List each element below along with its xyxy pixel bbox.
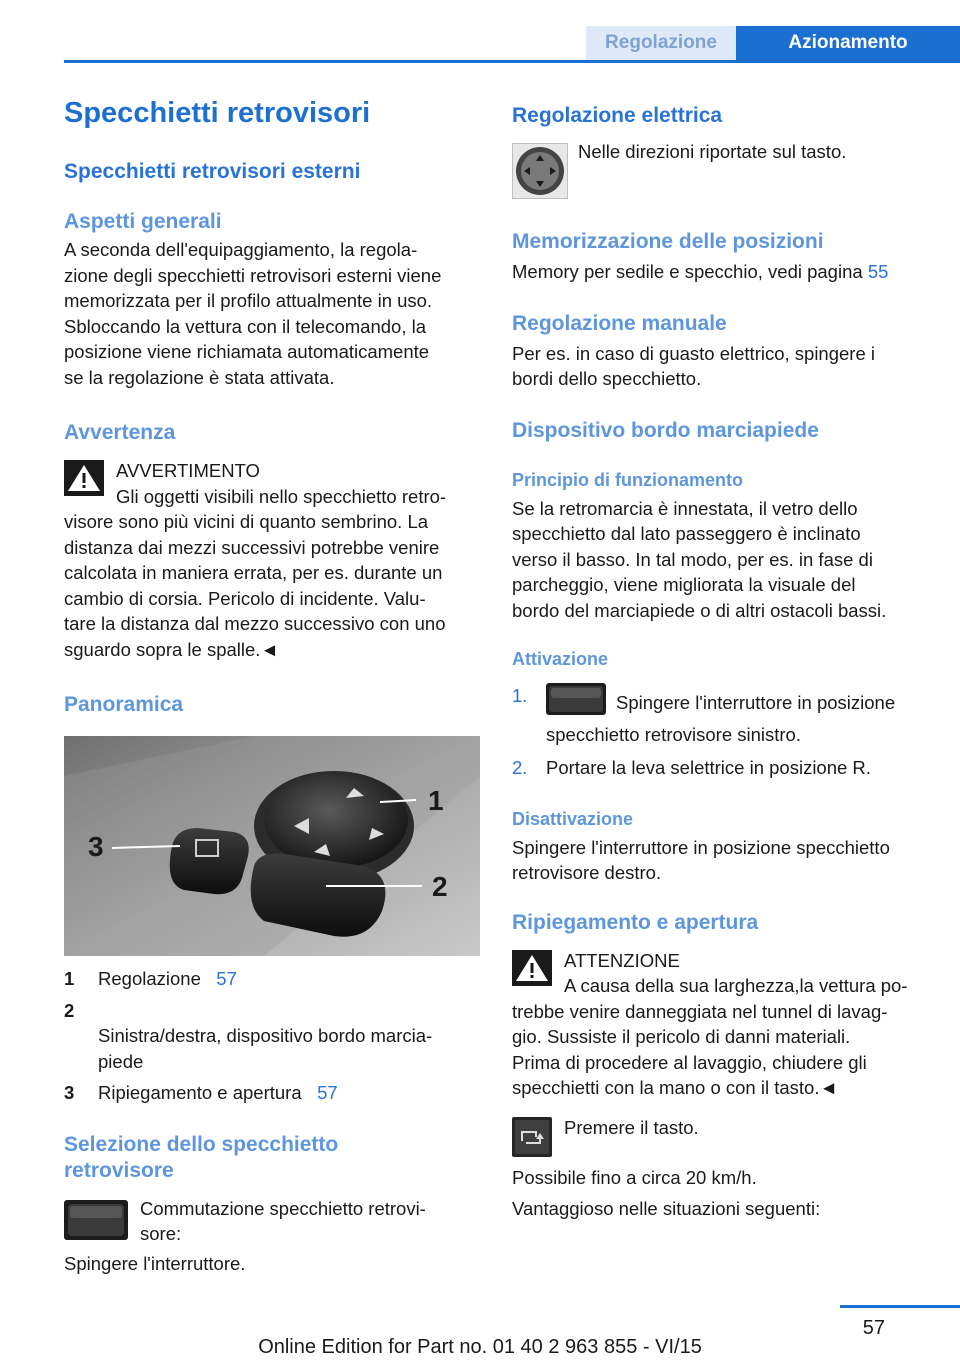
legend-label: Ripiegamento e apertura xyxy=(98,1082,302,1103)
principle-heading: Principio di funzionamento xyxy=(512,469,743,490)
activation-step xyxy=(512,755,932,781)
overview-legend xyxy=(64,966,480,1106)
fold-mirror-icon xyxy=(512,1117,552,1157)
footer-rule xyxy=(840,1305,960,1308)
section-heading: Specchietti retrovisori esterni xyxy=(64,160,361,183)
legend-item xyxy=(64,998,480,1075)
curb-heading: Dispositivo bordo marciapiede xyxy=(512,418,819,442)
right-column xyxy=(512,95,932,1222)
legend-num: 2 xyxy=(64,999,75,1021)
step-num: 2. xyxy=(512,757,528,778)
warning-triangle-icon xyxy=(512,950,552,986)
electric-text: Nelle direzioni riportate sul tasto. xyxy=(578,141,847,162)
deactivation-text: Spingere l'interruttore in posizione specchietto retrovisore destro. xyxy=(512,836,890,883)
memory-text xyxy=(512,259,932,285)
selection-text: Spingere l'interruttore. xyxy=(64,1252,246,1274)
fold-button-text: Premere il tasto. xyxy=(564,1116,699,1138)
fold-speed-text: Possibile fino a circa 20 km/h. xyxy=(512,1166,757,1188)
activation-step xyxy=(512,683,932,747)
activation-steps xyxy=(512,683,932,781)
deactivation-heading: Disattivazione xyxy=(512,808,634,829)
general-text: A seconda dell'equipaggiamento, la regola- zione degli specchietti retrovisori esterni viene memorizzata per il profilo attualmente in uso. Sbloccando la vettura con il telecomando, la posizione viene richiamata automaticamente se la regolazione è stata attivata. xyxy=(64,239,442,388)
caution-first-line: A causa della sua larghezza,la vettura po- xyxy=(564,975,908,996)
step-num: 1. xyxy=(512,685,528,706)
overview-heading: Panoramica xyxy=(64,693,184,716)
page-ref-link[interactable]: 57 xyxy=(216,968,237,989)
legend-label: Sinistra/destra, dispositivo bordo marcia- piede xyxy=(98,1025,433,1072)
step-text: Portare la leva selettrice in posizione R. xyxy=(546,757,871,778)
left-column xyxy=(64,95,480,1276)
principle-text: Se la retromarcia è innestata, il vetro dello specchietto dal lato passeggero è inclinato verso il basso. In tal modo, per es. in fase di parcheggio, viene migliorata la visuale del bordo del marciapiede o di altri ostacoli bassi. xyxy=(512,497,887,621)
warning-label: AVVERTIMENTO xyxy=(116,460,260,481)
activation-heading: Attivazione xyxy=(512,649,609,669)
page-title: Specchietti retrovisori xyxy=(64,97,371,129)
mirror-control-photo xyxy=(64,736,480,956)
caution-text: trebbe venire danneggiata nel tunnel di lavag- gio. Sussiste il pericolo di danni materiali. Prima di procedere al lavaggio, chiudere gli specchietti con la mano o con il tasto.◄ xyxy=(512,1000,888,1098)
page-ref-link[interactable]: 57 xyxy=(317,1082,338,1103)
manual-text: Per es. in caso di guasto elettrico, spingere i bordi dello specchietto. xyxy=(512,342,875,389)
memory-heading: Memorizzazione delle posizioni xyxy=(512,230,824,253)
caution-block xyxy=(512,948,932,1101)
legend-item xyxy=(64,1080,480,1106)
fold-situations-text: Vantaggioso nelle situazioni seguenti: xyxy=(512,1198,821,1219)
header-rule xyxy=(64,60,960,63)
callout-2: 2 xyxy=(432,871,448,902)
mirror-switch-icon xyxy=(64,1200,128,1240)
legend-item xyxy=(64,966,480,992)
legend-label: Regolazione xyxy=(98,968,201,989)
warning-first-line: Gli oggetti visibili nello specchietto retro- xyxy=(116,485,447,507)
step-text: Spingere l'interruttore in posizione specchietto retrovisore sinistro. xyxy=(546,692,896,745)
mirror-switch-icon xyxy=(546,683,606,722)
footer-edition: Online Edition for Part no. 01 40 2 963 855 - VI/15 xyxy=(258,1336,702,1358)
page-number: 57 xyxy=(862,1317,885,1339)
selection-icon-text: Commutazione specchietto retrovi- sore: xyxy=(140,1197,426,1244)
page-ref-link[interactable]: 55 xyxy=(867,261,889,282)
warning-block xyxy=(64,458,480,662)
warning-heading: Avvertenza xyxy=(64,421,176,444)
electric-heading: Regolazione elettrica xyxy=(512,104,723,127)
callout-3: 3 xyxy=(88,831,104,862)
memory-text-body: Memory per sedile e specchio, vedi pagina xyxy=(512,261,863,282)
electric-row xyxy=(512,139,932,199)
fold-button-row xyxy=(512,1115,932,1159)
legend-num: 3 xyxy=(64,1082,75,1103)
legend-num: 1 xyxy=(64,968,75,989)
callout-1: 1 xyxy=(428,785,444,816)
manual-heading: Regolazione manuale xyxy=(512,311,727,335)
general-heading: Aspetti generali xyxy=(64,210,222,233)
selection-row xyxy=(64,1196,480,1247)
header-section-tab: Regolazione xyxy=(586,26,736,60)
warning-text: visore sono più vicini di quanto sembrino. La distanza dai mezzi successivi potrebbe venire calcolata in maniera errata, per es. durante un cambio di corsia. Pericolo di incidente. Valu- tare la distanza dal mezzo successivo con uno sguardo sopra le spalle.◄ xyxy=(64,511,446,660)
selection-heading: Selezione dello specchietto retrovisore xyxy=(64,1132,339,1182)
folding-heading: Ripiegamento e apertura xyxy=(512,910,759,934)
caution-label: ATTENZIONE xyxy=(564,949,680,971)
warning-triangle-icon xyxy=(64,460,104,496)
direction-pad-icon xyxy=(512,143,568,199)
header-chapter-tab: Azionamento xyxy=(736,26,960,60)
